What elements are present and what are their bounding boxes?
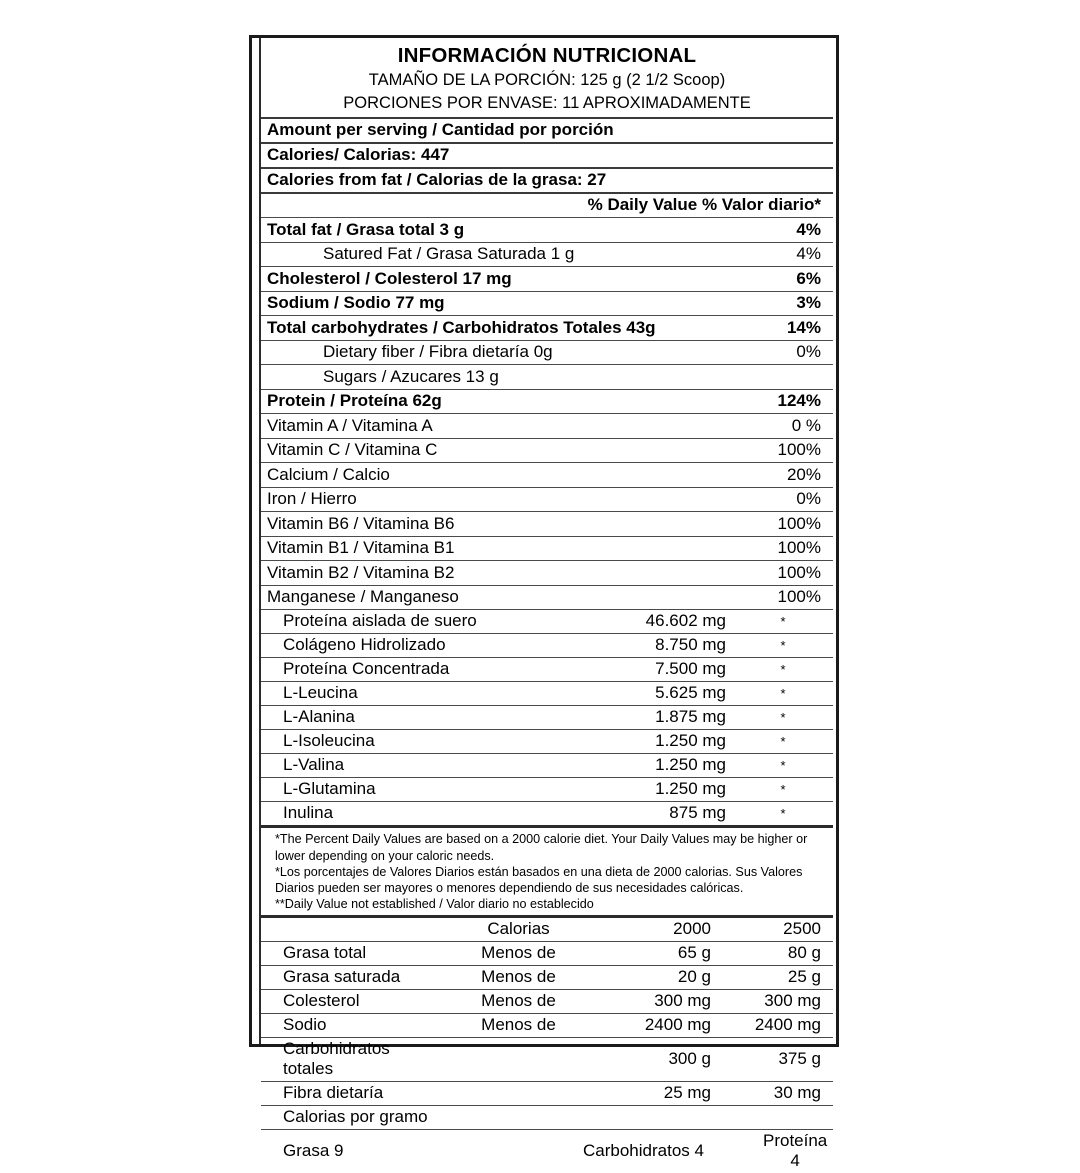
nutrient-label: Manganese / Manganeso [267, 587, 459, 607]
ingredient-name: Proteína aislada de suero [283, 611, 477, 631]
calories-from-fat-label: Calories from fat / Calorias de la grasa: 27 [267, 170, 607, 190]
footnote-block [261, 825, 833, 915]
nutrient-label: Vitamin C / Vitamina C [267, 440, 438, 460]
nutrient-daily-value: 100% [777, 538, 821, 558]
nutrient-daily-value: 4% [796, 244, 821, 264]
nutrient-label: Vitamin B2 / Vitamina B2 [267, 562, 455, 582]
nutrient-row [261, 560, 833, 585]
nutrient-daily-value: 0% [796, 342, 821, 362]
ingredient-amount: 7.500 mg [655, 659, 726, 679]
nutrient-label: Total carbohydrates / Carbohidratos Totales 43g [267, 317, 656, 337]
ingredient-name: L-Valina [283, 755, 345, 775]
ingredient-name: L-Leucina [283, 683, 358, 703]
nutrient-row [261, 364, 833, 389]
reference-nutrient-label: Sodio [283, 1014, 327, 1034]
nutrient-row [261, 536, 833, 561]
calories-per-gram-label: Calorias por gramo [283, 1106, 428, 1126]
ingredient-amount: 875 mg [669, 803, 726, 823]
per-gram-protein: Proteína 4 [763, 1130, 828, 1170]
nutrient-daily-value: 3% [796, 293, 821, 313]
ingredient-row [261, 777, 833, 801]
nutrient-label: Calcium / Calcio [267, 464, 390, 484]
reference-value-2000: 25 mg [663, 1082, 711, 1102]
daily-value-reference-table [261, 915, 833, 1173]
ingredient-amount: 1.250 mg [655, 779, 726, 799]
nutrient-daily-value: 100% [777, 587, 821, 607]
nutrient-label: Dietary fiber / Fibra dietaría 0g [323, 342, 553, 362]
nutrient-label: Iron / Hierro [267, 489, 357, 509]
reference-row [261, 915, 833, 941]
ingredient-name: L-Alanina [283, 707, 355, 727]
reference-nutrient-label: Colesterol [283, 990, 360, 1010]
ingredient-amount: 5.625 mg [655, 683, 726, 703]
reference-nutrient-label: Grasa total [283, 942, 367, 962]
reference-value-2000: 2000 [673, 918, 711, 938]
nutrient-row [261, 315, 833, 340]
reference-row [261, 1081, 833, 1105]
nutrient-daily-value: 14% [786, 317, 821, 337]
ingredient-name: L-Isoleucina [283, 731, 375, 751]
footnote-text: *The Percent Daily Values are based on a 2000 calorie diet. Your Daily Values may be higher or lower depending on your caloric needs. [275, 832, 808, 863]
ingredient-amount: 1.875 mg [655, 707, 726, 727]
nutrient-daily-value: 100% [777, 562, 821, 582]
nutrient-label: Vitamin B1 / Vitamina B1 [267, 538, 455, 558]
nutrient-daily-value: 0 % [791, 415, 821, 435]
nutrient-daily-value: 4% [796, 219, 821, 239]
daily-value-header-label: % Daily Value % Valor diario* [587, 195, 821, 215]
nutrient-row [261, 242, 833, 267]
ingredient-row [261, 609, 833, 633]
per-gram-carbs: Carbohidratos 4 [583, 1140, 704, 1160]
ingredient-row [261, 633, 833, 657]
ingredient-daily-value-asterisk: * [780, 757, 786, 773]
reference-nutrient-label: Grasa saturada [283, 966, 401, 986]
reference-value-2000: 300 mg [654, 990, 711, 1010]
nutrient-row [261, 217, 833, 242]
nutrient-label: Protein / Proteína 62g [267, 391, 442, 411]
amount-per-serving-label: Amount per serving / Cantidad por porción [267, 120, 614, 140]
serving-size-text: TAMAÑO DE LA PORCIÓN: 125 g (2 1/2 Scoop) [368, 70, 726, 89]
nutrient-daily-value: 20% [786, 464, 821, 484]
nutrient-daily-value: 0% [796, 489, 821, 509]
ingredient-row [261, 657, 833, 681]
footnote-text: *Los porcentajes de Valores Diarios están basados en una dieta de 2000 calorias. Sus Valores Diarios pueden ser mayores o menores dependiendo de sus necesidades calóricas. [275, 864, 803, 895]
nutrient-label: Total fat / Grasa total 3 g [267, 219, 465, 239]
daily-value-header-row [261, 192, 833, 217]
nutrient-row [261, 291, 833, 316]
reference-value-2500: 300 mg [764, 990, 821, 1010]
reference-qualifier: Menos de [481, 966, 556, 986]
ingredient-name: Colágeno Hidrolizado [283, 635, 446, 655]
reference-value-2500: 80 g [787, 942, 821, 962]
nutrient-row [261, 389, 833, 414]
nutrition-facts-panel [249, 35, 839, 1170]
ingredient-name: L-Glutamina [283, 779, 376, 799]
servings-per-container-text: PORCIONES POR ENVASE: 11 APROXIMADAMENTE [343, 94, 751, 112]
reference-row [261, 989, 833, 1013]
reference-value-2000: 2400 mg [644, 1014, 711, 1034]
ingredient-daily-value-asterisk: * [780, 781, 786, 797]
reference-value-2500: 30 mg [773, 1082, 821, 1102]
calories-label: Calories/ Calorias: 447 [267, 145, 450, 165]
ingredient-row [261, 801, 833, 825]
panel-title: INFORMACIÓN NUTRICIONAL [397, 44, 697, 67]
reference-qualifier: Menos de [481, 942, 556, 962]
nutrient-row [261, 585, 833, 610]
reference-row [261, 941, 833, 965]
nutrient-label: Sugars / Azucares 13 g [323, 366, 499, 386]
ingredient-daily-value-asterisk: * [780, 733, 786, 749]
calories-from-fat-row [261, 167, 833, 192]
reference-nutrient-label: Carbohidratos totales [283, 1038, 390, 1078]
nutrient-row [261, 340, 833, 365]
ingredient-name: Inulina [283, 803, 334, 823]
label-header [261, 38, 833, 117]
nutrient-table [261, 217, 833, 609]
nutrient-row [261, 511, 833, 536]
ingredient-amount: 1.250 mg [655, 731, 726, 751]
ingredient-row [261, 753, 833, 777]
ingredient-daily-value-asterisk: * [780, 685, 786, 701]
ingredient-daily-value-asterisk: * [780, 661, 786, 677]
amount-per-serving-row [261, 117, 833, 142]
per-gram-fat: Grasa 9 [283, 1140, 344, 1160]
ingredient-row [261, 681, 833, 705]
nutrient-row [261, 462, 833, 487]
per-gram-row [261, 1129, 833, 1173]
reference-qualifier: Menos de [481, 1014, 556, 1034]
nutrient-daily-value: 100% [777, 440, 821, 460]
nutrient-row [261, 266, 833, 291]
reference-value-2000: 20 g [677, 966, 711, 986]
nutrient-row [261, 413, 833, 438]
ingredient-daily-value-asterisk: * [780, 637, 786, 653]
footnote-text: **Daily Value not established / Valor diario no establecido [275, 896, 594, 911]
reference-row [261, 1037, 833, 1081]
calories-row [261, 142, 833, 167]
nutrient-row [261, 438, 833, 463]
ingredient-row [261, 705, 833, 729]
reference-value-2500: 2500 [783, 918, 821, 938]
nutrient-daily-value: 124% [777, 391, 821, 411]
ingredient-name: Proteína Concentrada [283, 659, 450, 679]
nutrient-label: Satured Fat / Grasa Saturada 1 g [323, 244, 575, 264]
calories-per-gram-row [261, 1105, 833, 1129]
reference-qualifier: Calorias [487, 918, 550, 938]
ingredient-amount: 8.750 mg [655, 635, 726, 655]
reference-value-2000: 300 g [668, 1048, 711, 1068]
reference-qualifier: Menos de [481, 990, 556, 1010]
nutrient-label: Sodium / Sodio 77 mg [267, 293, 445, 313]
ingredient-row [261, 729, 833, 753]
nutrient-label: Vitamin B6 / Vitamina B6 [267, 513, 455, 533]
reference-value-2500: 25 g [787, 966, 821, 986]
reference-row [261, 1013, 833, 1037]
reference-value-2500: 2400 mg [754, 1014, 821, 1034]
nutrient-label: Vitamin A / Vitamina A [267, 415, 433, 435]
ingredient-amount: 46.602 mg [645, 611, 726, 631]
nutrient-row [261, 487, 833, 512]
reference-value-2000: 65 g [677, 942, 711, 962]
nutrient-daily-value: 100% [777, 513, 821, 533]
ingredient-daily-value-asterisk: * [780, 709, 786, 725]
reference-value-2500: 375 g [778, 1048, 821, 1068]
reference-nutrient-label: Fibra dietaría [283, 1082, 384, 1102]
nutrient-daily-value: 6% [796, 268, 821, 288]
nutrient-label: Cholesterol / Colesterol 17 mg [267, 268, 512, 288]
ingredient-daily-value-asterisk: * [780, 613, 786, 629]
ingredient-table [261, 609, 833, 825]
ingredient-amount: 1.250 mg [655, 755, 726, 775]
ingredient-daily-value-asterisk: * [780, 805, 786, 821]
reference-row [261, 965, 833, 989]
